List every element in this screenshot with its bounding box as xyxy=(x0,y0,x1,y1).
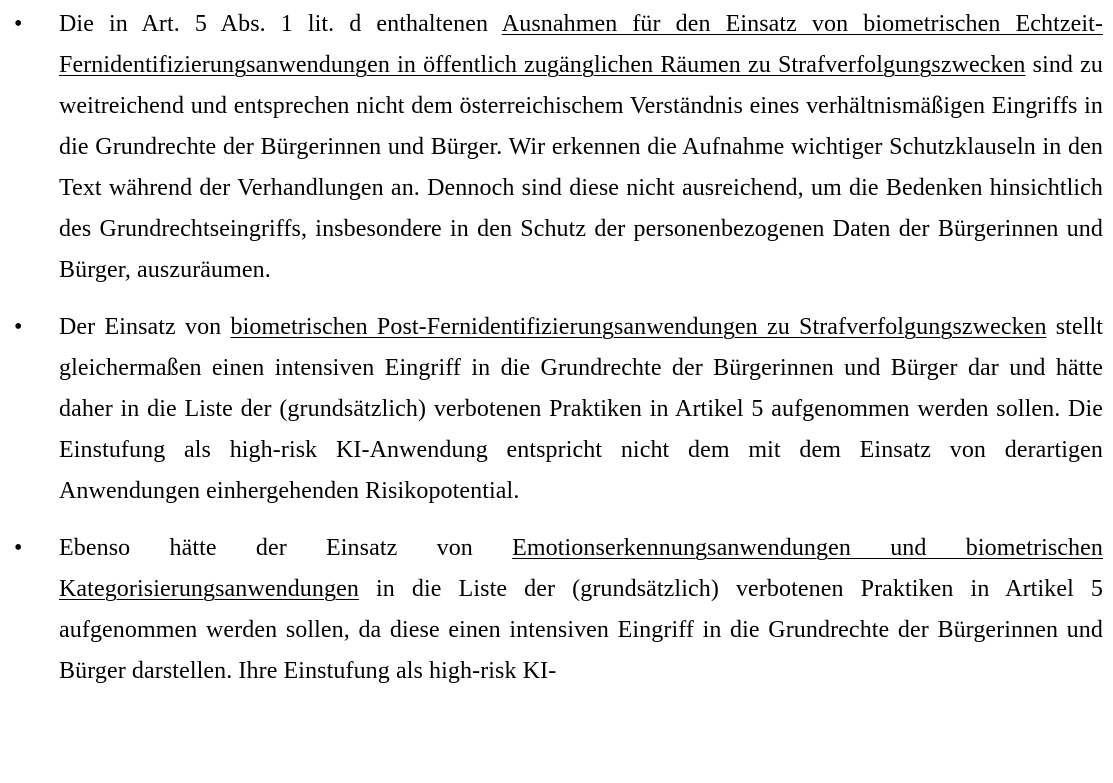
paragraph-1 xyxy=(0,4,1113,291)
document-body xyxy=(0,4,1113,708)
bullet-item-1 xyxy=(0,4,1113,291)
paragraph-2-text-end: stellt gleichermaßen einen intensiven Eingriff in die Grundrechte der Bürgerinnen und Bürger dar und hätte daher in die Liste der (grundsätzlich) verbotenen Praktiken in Artikel 5 aufgenommen werden sollen. Die Einstufung als high-risk KI-Anwendung entspricht nicht dem mit dem Einsatz von derartigen Anwendungen einhergehenden Risikopotential. xyxy=(59,314,1103,504)
bullet-icon: • xyxy=(14,314,23,340)
underlined-phrase-emotion-recognition: Emotionserkennungsanwendungen und biometrischen Kategorisierungsanwendungen xyxy=(59,535,1103,602)
paragraph-2 xyxy=(0,307,1113,512)
underlined-phrase-post-identification: biometrischen Post-Fernidentifizierungsanwendungen zu Strafverfolgungszwecken xyxy=(230,314,1047,340)
bullet-icon: • xyxy=(14,11,23,37)
bullet-item-2 xyxy=(0,307,1113,512)
paragraph-1-text-end: sind zu weitreichend und entsprechen nicht dem österreichischem Verständnis eines verhältnismäßigen Eingriffs in die Grundrechte der Bürgerinnen und Bürger. Wir erkennen die Aufnahme wichtiger Schutzklauseln in den Text während der Verhandlungen an. Dennoch sind diese nicht ausreichend, um die Bedenken hinsichtlich des Grundrechtseingriffs, insbesondere in den Schutz der personenbezogenen Daten der Bürgerinnen und Bürger, auszuräumen. xyxy=(59,52,1103,283)
underlined-phrase-realtime-identification: Ausnahmen für den Einsatz von biometrischen Echtzeit-Fernidentifizierungsanwendungen in öffentlich zugänglichen Räumen zu Strafverfolgungszwecken xyxy=(59,11,1104,78)
paragraph-1-text-start: Die in Art. 5 Abs. 1 lit. d enthaltenen xyxy=(59,11,502,37)
paragraph-2-text-start: Der Einsatz von xyxy=(59,314,231,340)
paragraph-3-text-end: in die Liste der (grundsätzlich) verbotenen Praktiken in Artikel 5 aufgenommen werden sollen, da diese einen intensiven Eingriff in die Grundrechte der Bürgerinnen und Bürger darstellen. Ihre Einstufung als high-risk KI- xyxy=(59,576,1103,684)
paragraph-3-text-start: Ebenso hätte der Einsatz von xyxy=(59,535,513,561)
bullet-icon: • xyxy=(14,535,23,561)
paragraph-3 xyxy=(0,528,1113,692)
bullet-item-3 xyxy=(0,528,1113,692)
